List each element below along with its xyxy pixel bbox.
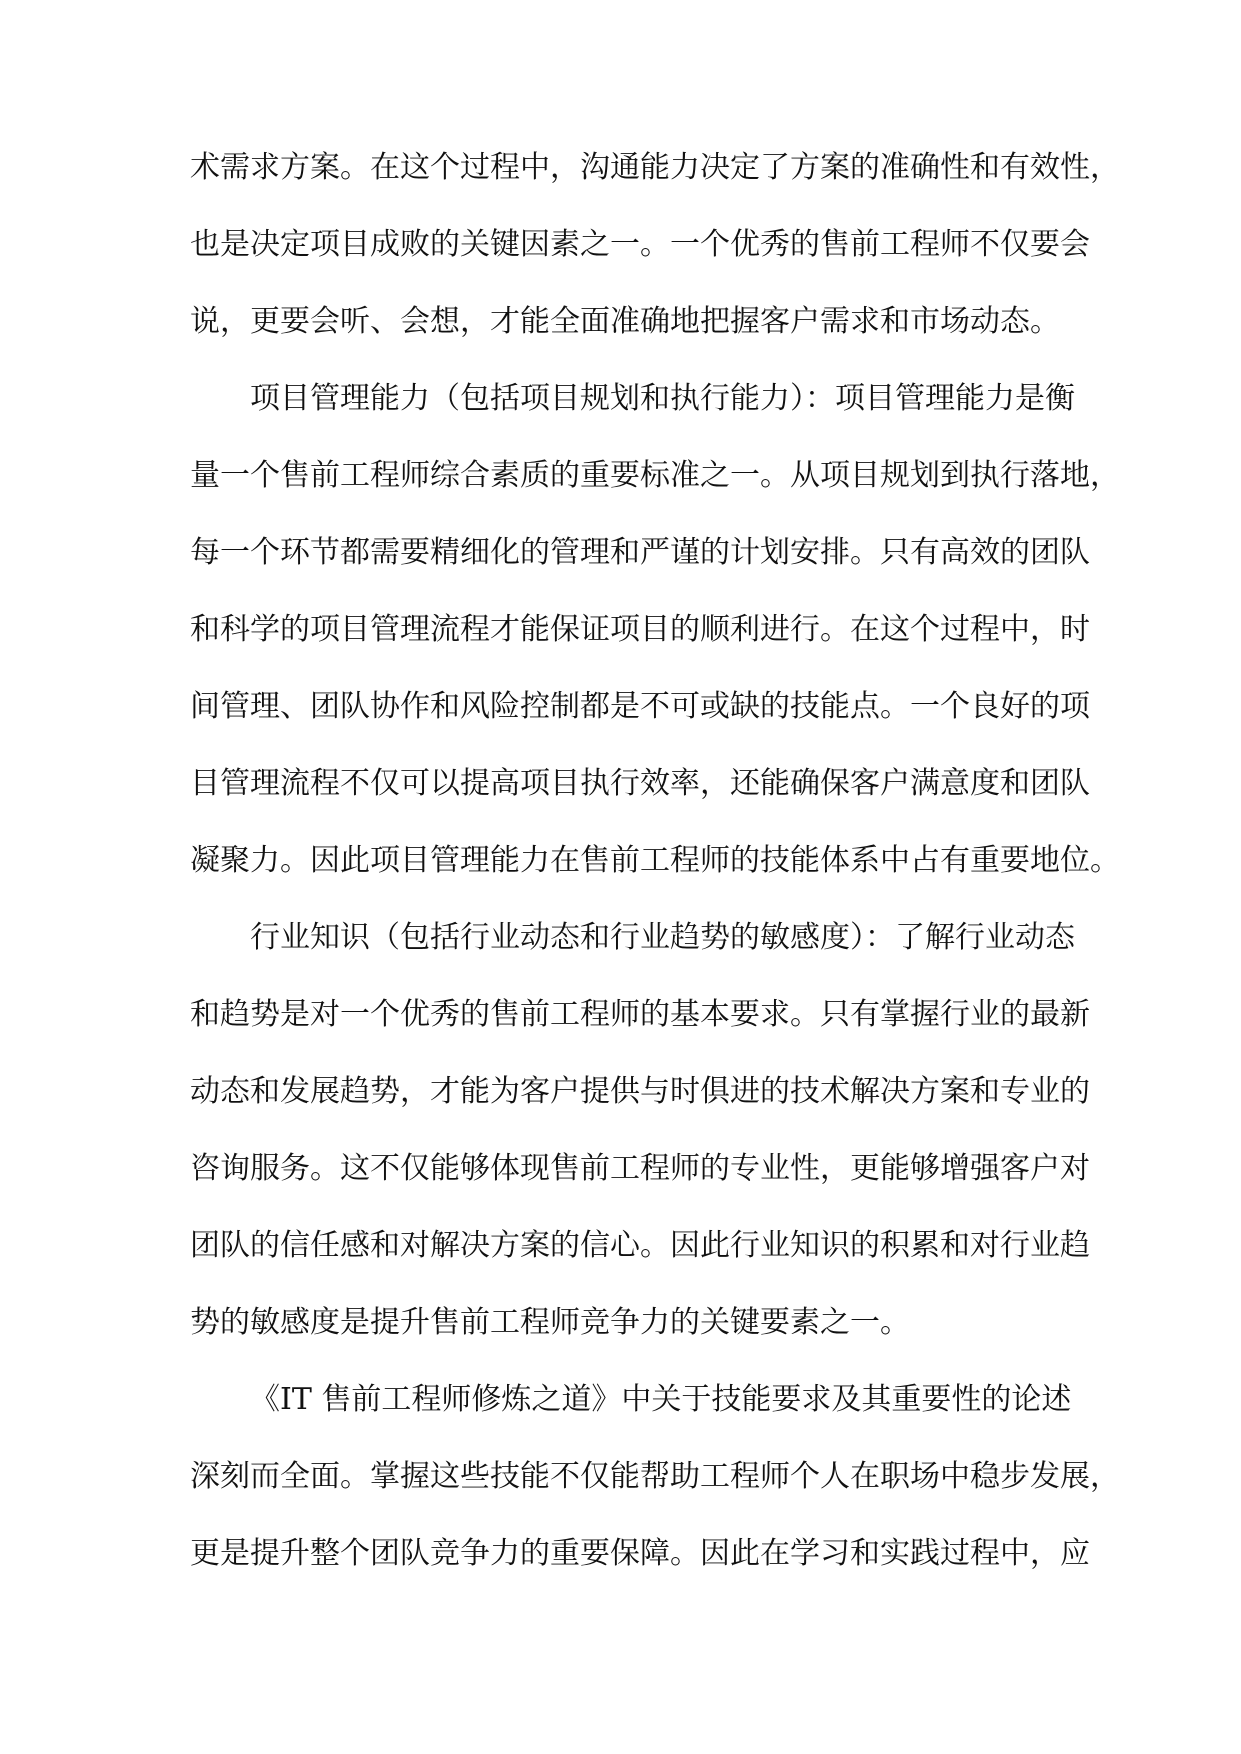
paragraph-3-line-5: 团队的信任感和对解决方案的信心。因此行业知识的积累和对行业趋 bbox=[190, 1228, 1090, 1263]
paragraph-2-line-2: 量一个售前工程师综合素质的重要标准之一。从项目规划到执行落地， bbox=[190, 458, 1120, 493]
paragraph-2-line-1: 项目管理能力（包括项目规划和执行能力）：项目管理能力是衡 bbox=[250, 381, 1075, 416]
paragraph-3-line-1: 行业知识（包括行业动态和行业趋势的敏感度）：了解行业动态 bbox=[250, 920, 1075, 955]
paragraph-2-line-3: 每一个环节都需要精细化的管理和严谨的计划安排。只有高效的团队 bbox=[190, 535, 1090, 570]
paragraph-2-line-4: 和科学的项目管理流程才能保证项目的顺利进行。在这个过程中，时 bbox=[190, 612, 1090, 647]
body-text bbox=[190, 140, 1120, 1603]
paragraph-1-line-1: 术需求方案。在这个过程中，沟通能力决定了方案的准确性和有效性， bbox=[190, 150, 1120, 185]
paragraph-3-line-2: 和趋势是对一个优秀的售前工程师的基本要求。只有掌握行业的最新 bbox=[190, 997, 1090, 1032]
paragraph-3-line-4: 咨询服务。这不仅能够体现售前工程师的专业性，更能够增强客户对 bbox=[190, 1151, 1090, 1186]
paragraph-4-line-3: 更是提升整个团队竞争力的重要保障。因此在学习和实践过程中，应 bbox=[190, 1536, 1090, 1571]
paragraph-3-line-6: 势的敏感度是提升售前工程师竞争力的关键要素之一。 bbox=[190, 1305, 910, 1340]
paragraph-2-line-7: 凝聚力。因此项目管理能力在售前工程师的技能体系中占有重要地位。 bbox=[190, 843, 1120, 878]
paragraph-3-line-3: 动态和发展趋势，才能为客户提供与时俱进的技术解决方案和专业的 bbox=[190, 1074, 1090, 1109]
paragraph-1-line-2: 也是决定项目成败的关键因素之一。一个优秀的售前工程师不仅要会 bbox=[190, 227, 1090, 262]
paragraph-1-line-3: 说，更要会听、会想，才能全面准确地把握客户需求和市场动态。 bbox=[190, 304, 1060, 339]
paragraph-4-line-1: 《IT 售前工程师修炼之道》中关于技能要求及其重要性的论述 bbox=[250, 1382, 1072, 1417]
paragraph-4-line-2: 深刻而全面。掌握这些技能不仅能帮助工程师个人在职场中稳步发展， bbox=[190, 1459, 1120, 1494]
paragraph-2-line-6: 目管理流程不仅可以提高项目执行效率，还能确保客户满意度和团队 bbox=[190, 766, 1090, 801]
paragraph-2-line-5: 间管理、团队协作和风险控制都是不可或缺的技能点。一个良好的项 bbox=[190, 689, 1090, 724]
